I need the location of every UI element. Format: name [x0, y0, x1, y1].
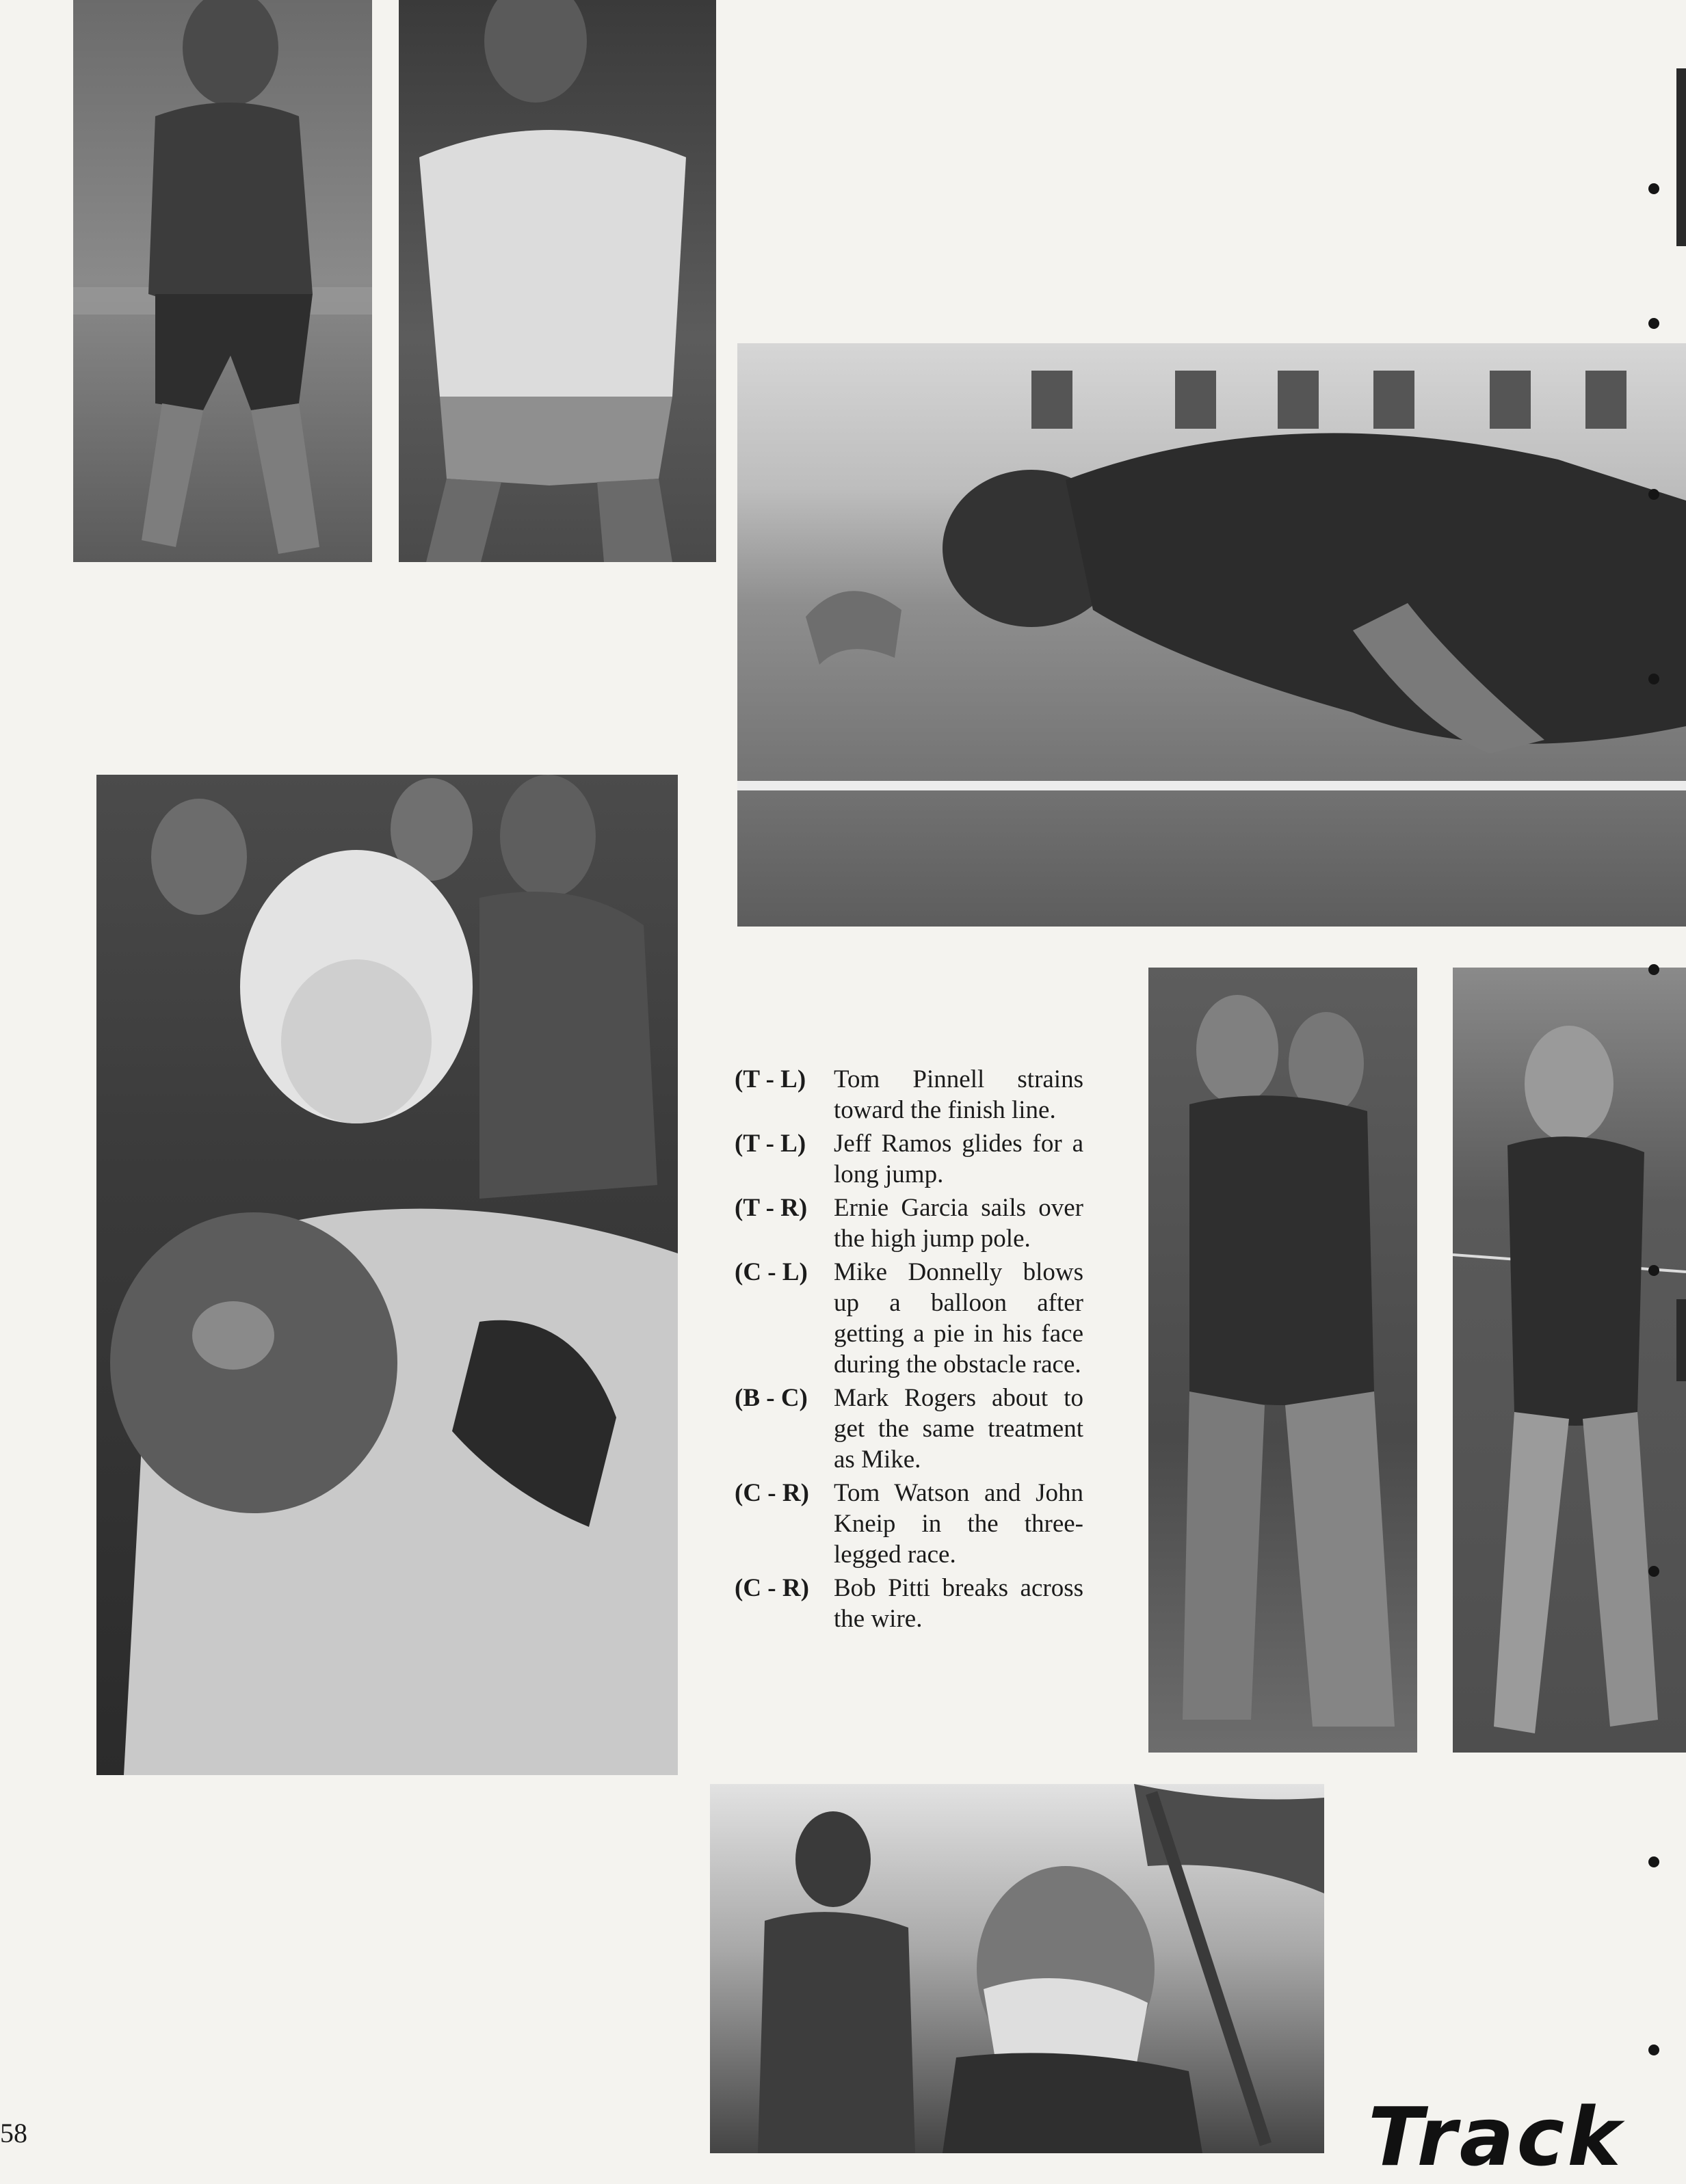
- photo-runner-breaking-wire: [1453, 968, 1686, 1753]
- binder-hole-mark: [1648, 489, 1659, 500]
- photo-high-jumper-image: [737, 343, 1686, 927]
- edge-stain-mark: [1676, 1299, 1686, 1381]
- photo-runner-white-shirt: [399, 0, 716, 562]
- binder-hole-mark: [1648, 2045, 1659, 2055]
- caption-text: Mark Rogers about to get the same treatment as Mike.: [834, 1384, 1083, 1474]
- caption-text: Bob Pitti breaks across the wire.: [834, 1574, 1083, 1633]
- caption-entry: [735, 1128, 1083, 1190]
- photo-runner-tank-top: [73, 0, 372, 562]
- caption-entry: [735, 1573, 1083, 1634]
- photo-runner-white-shirt-image: [399, 0, 716, 562]
- photo-runner-breaking-wire-image: [1453, 968, 1686, 1753]
- caption-position-code: (B - C): [735, 1384, 808, 1412]
- page-number: 58: [0, 2118, 27, 2148]
- binder-hole-mark: [1648, 1856, 1659, 1867]
- photo-high-jumper: [737, 343, 1686, 927]
- section-title: Track: [1368, 2090, 1624, 2184]
- binder-hole-mark: [1648, 318, 1659, 329]
- caption-position-code: (C - R): [735, 1479, 809, 1507]
- photo-balloon-pie-face-image: [96, 775, 678, 1775]
- caption-position-code: (T - L): [735, 1130, 806, 1158]
- caption-entry: [735, 1257, 1083, 1380]
- photo-three-legged-race-image: [1148, 968, 1417, 1753]
- binder-hole-mark: [1648, 1566, 1659, 1577]
- caption-position-code: (C - R): [735, 1574, 809, 1602]
- caption-position-code: (C - L): [735, 1258, 808, 1286]
- binder-hole-mark: [1648, 1265, 1659, 1276]
- photo-captions: [735, 1064, 1083, 1637]
- caption-entry: [735, 1064, 1083, 1126]
- photo-pie-in-face: [710, 1784, 1324, 2153]
- photo-three-legged-race: [1148, 968, 1417, 1753]
- binder-hole-mark: [1648, 674, 1659, 684]
- photo-runner-tank-top-image: [73, 0, 372, 562]
- caption-text: Tom Pinnell strains toward the finish line.: [834, 1065, 1083, 1124]
- photo-balloon-pie-face: [96, 775, 678, 1775]
- caption-text: Mike Donnelly blows up a balloon after getting a pie in his face during the obstacle race.: [834, 1258, 1083, 1379]
- caption-text: Jeff Ramos glides for a long jump.: [834, 1130, 1083, 1188]
- binder-hole-mark: [1648, 964, 1659, 975]
- binder-hole-mark: [1648, 183, 1659, 194]
- caption-position-code: (T - L): [735, 1065, 806, 1093]
- photo-pie-in-face-image: [710, 1784, 1324, 2153]
- caption-entry: [735, 1193, 1083, 1254]
- caption-entry: [735, 1478, 1083, 1570]
- caption-position-code: (T - R): [735, 1194, 808, 1222]
- caption-text: Ernie Garcia sails over the high jump pole.: [834, 1194, 1083, 1253]
- caption-entry: [735, 1383, 1083, 1475]
- edge-stain-mark: [1676, 68, 1686, 246]
- caption-text: Tom Watson and John Kneip in the three-legged race.: [834, 1479, 1083, 1569]
